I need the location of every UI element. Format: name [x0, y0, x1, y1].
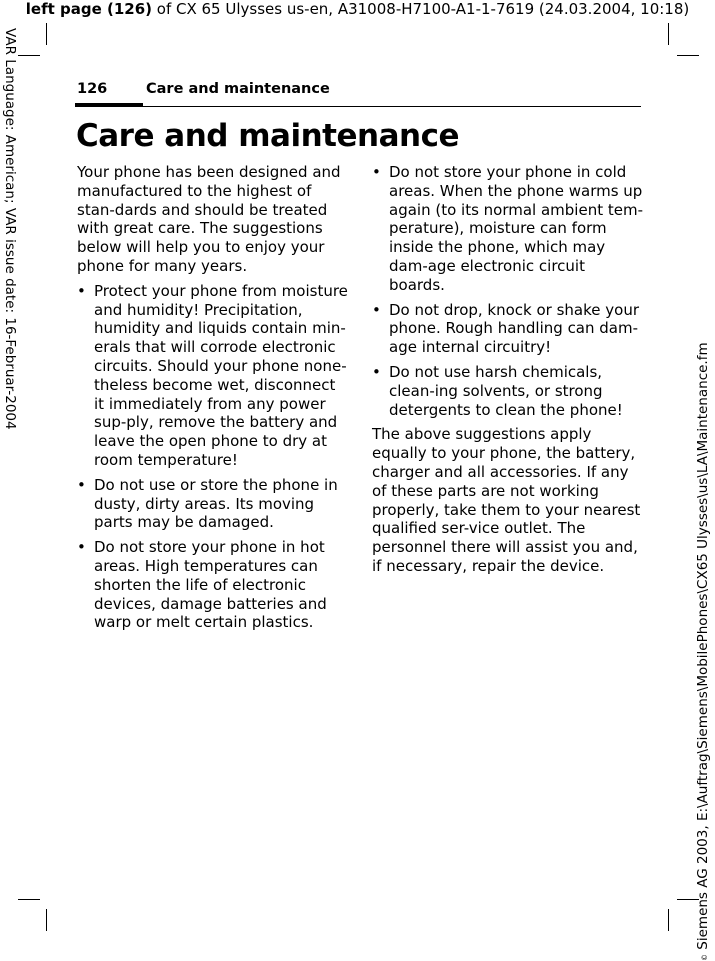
bullet-icon: •	[77, 281, 86, 300]
crop-mark	[18, 899, 40, 900]
list-item-text: Do not drop, knock or shake your phone. Rough handling can dam-age internal circuitry!	[389, 300, 639, 357]
list-item	[77, 282, 349, 470]
bullet-icon: •	[372, 300, 381, 319]
list-item	[372, 301, 644, 357]
crop-mark	[677, 55, 699, 56]
intro-paragraph: Your phone has been designed and manufactured to the highest of stan-dards and should be treated with great care. The suggestions below will help you to enjoy your phone for many years.	[77, 163, 341, 275]
right-column	[372, 163, 644, 582]
bullet-icon: •	[77, 475, 86, 494]
file-path-text: Siemens AG 2003, E:\Auftrag\Siemens\MobilePhones\CX65 Ulysses\us\LA\Maintenance.fm	[695, 342, 711, 954]
running-head-rule-thick	[75, 103, 143, 107]
print-header-prefix: left page (126)	[25, 0, 152, 18]
list-item-text: Do not use harsh chemicals, clean-ing solvents, or strong detergents to clean the phone!	[389, 362, 623, 419]
closing-paragraph: The above suggestions apply equally to your phone, the battery, charger and all accessories. If any of these parts are not working properly, take them to your nearest qualified ser-vice outlet. The personnel there will assist you and, if necessary, repair the device.	[372, 425, 641, 575]
crop-mark	[46, 909, 47, 931]
var-language-note: VAR Language: American; VAR issue date: 16-Februar-2004	[2, 28, 18, 430]
list-item-text: Protect your phone from moisture and humidity! Precipitation, humidity and liquids contain min-erals that will corrode electronic circuits. Should your phone none-theless become wet, disconnect it immediately from any power sup-ply, remove the battery and leave the open phone to dry at room temperature!	[94, 281, 348, 469]
crop-mark	[668, 909, 669, 931]
left-bullet-list	[77, 282, 349, 632]
list-item	[77, 476, 349, 532]
running-head	[77, 80, 641, 108]
side-margin-left	[1, 28, 19, 430]
list-item	[77, 538, 349, 632]
page-number: 126	[77, 81, 108, 97]
running-head-title: Care and maintenance	[146, 81, 330, 97]
list-item-text: Do not store your phone in hot areas. High temperatures can shorten the life of electronic devices, damage batteries and warp or melt certain plastics.	[94, 538, 327, 632]
print-header-rest: of CX 65 Ulysses us-en, A31008-H7100-A1-1-7619 (24.03.2004, 10:18)	[152, 0, 690, 18]
side-margin-right	[695, 342, 714, 961]
copyright-mark: ©	[701, 954, 709, 961]
page-title: Care and maintenance	[76, 118, 459, 154]
running-head-rule-thin	[143, 106, 641, 107]
bullet-icon: •	[77, 538, 86, 557]
print-header	[0, 0, 715, 18]
crop-mark	[18, 55, 40, 56]
bullet-icon: •	[372, 163, 381, 181]
list-item	[372, 363, 644, 419]
bullet-icon: •	[372, 362, 381, 381]
right-bullet-list	[372, 163, 644, 419]
crop-mark	[46, 23, 47, 45]
crop-mark	[668, 23, 669, 45]
list-item-text: Do not use or store the phone in dusty, dirty areas. Its moving parts may be damaged.	[94, 475, 338, 532]
copyright-file-path	[694, 342, 714, 961]
list-item-text: Do not store your phone in cold areas. When the phone warms up again (to its normal ambient tem-perature), moisture can form inside the phone, which may dam-age electronic circuit boards.	[389, 163, 643, 294]
left-column	[77, 163, 349, 638]
list-item	[372, 163, 644, 295]
